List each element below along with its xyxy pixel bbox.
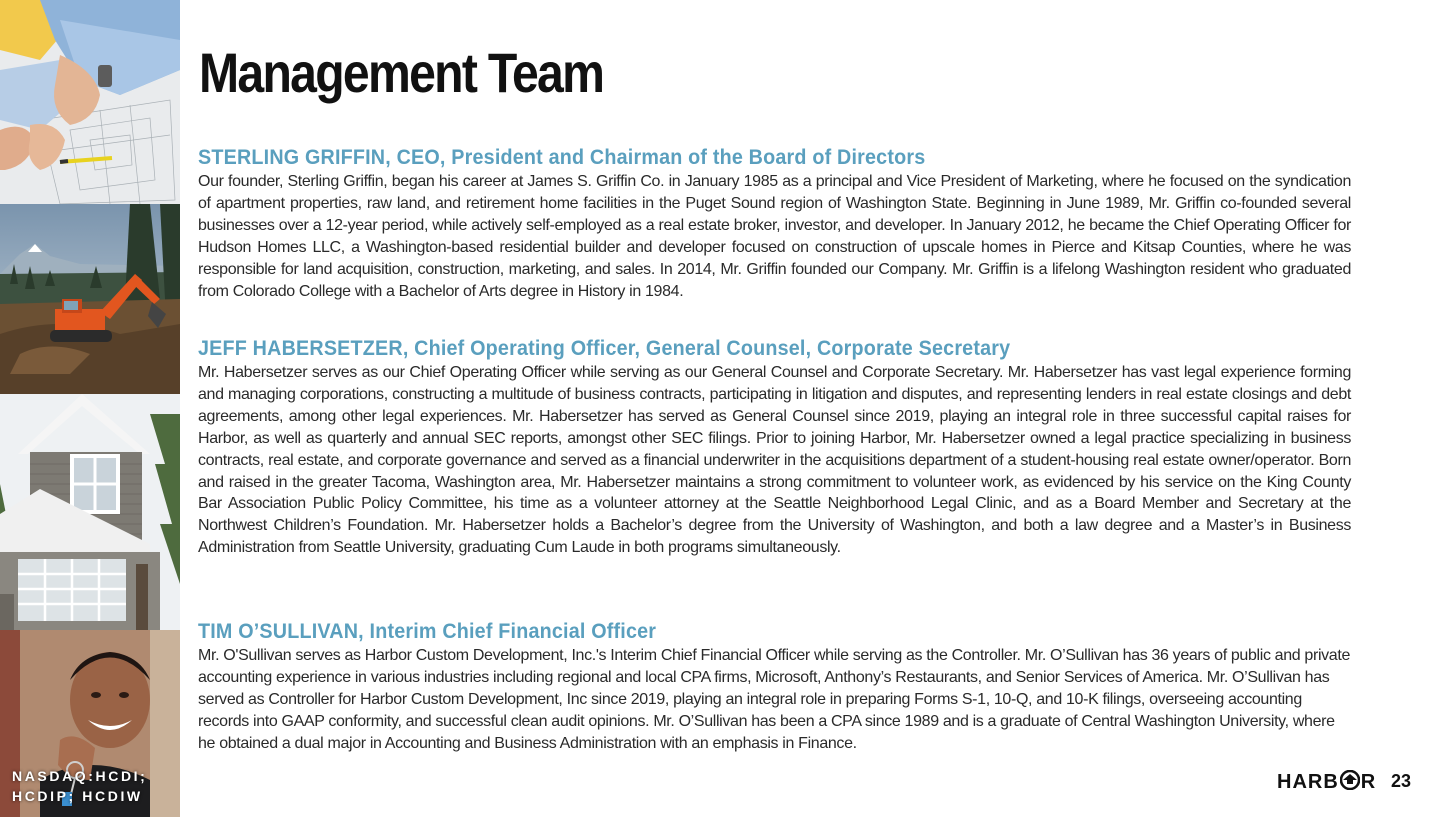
- ticker-line-2: HCDIP; HCDIW: [12, 788, 143, 804]
- bio-body: Mr. O'Sullivan serves as Harbor Custom Development, Inc.'s Interim Chief Financial Officer while serving as the Controller. Mr. O’Sullivan has 36 years of public and private accounting experience in various industries including regional and local CPA firms, Microsoft, Anthony’s Restaurants, and Senior Services of America. Mr. O’Sullivan has served as Controller for Harbor Custom Development, Inc since 2019, playing an integral role in preparing Forms S-1, 10-Q, and 10-K filings, overseeing accounting records into GAAP conformity, and successful clean audit opinions. Mr. O’Sullivan has been a CPA since 1989 and is a graduate of Central Washington University, where he obtained a dual major in Accounting and Business Administration with an emphasis in Finance.: [198, 647, 1350, 752]
- logo-text-part1: HARB: [1277, 771, 1339, 793]
- bio-sterling-griffin: [198, 145, 1351, 302]
- bio-heading: JEFF HABERSETZER, Chief Operating Officer, General Counsel, Corporate Secretary: [198, 337, 1011, 360]
- ticker-symbols: [12, 766, 177, 806]
- blueprint-photo: [0, 0, 180, 204]
- photo-sidebar: [0, 0, 180, 817]
- bio-jeff-habersetzer: [198, 336, 1351, 559]
- bio-heading: TIM O’SULLIVAN, Interim Chief Financial Officer: [198, 620, 657, 643]
- logo-o-icon: [1340, 770, 1360, 796]
- bio-body: Our founder, Sterling Griffin, began his career at James S. Griffin Co. in January 1985 as a principal and Vice President of Marketing, where he focused on the syndication of apartment properties, raw land, and retirement home facilities in the Puget Sound region of Washington State. Beginning in June 1989, Mr. Griffin co-founded several businesses over a 12-year period, while actively self-employed as a real estate broker, investor, and developer. In January 2012, he became the Chief Operating Officer for Hudson Homes LLC, a Washington-based residential builder and developer focused on construction of upscale homes in Pierce and Kitsap Counties, where he was responsible for land acquisition, construction, marketing, and sales. In 2014, Mr. Griffin founded our Company. Mr. Griffin is a lifelong Washington resident who graduated from Colorado College with a Bachelor of Arts degree in History in 1984.: [198, 173, 1351, 300]
- bio-body: Mr. Habersetzer serves as our Chief Operating Officer while serving as our General Counsel and Corporate Secretary. Mr. Habersetzer has vast legal experience forming and managing corporations, constructing a multitude of business contracts, participating in litigation and disputes, and representing lenders in real estate closings and debt agreements, among other legal experiences. Mr. Habersetzer has served as General Counsel since 2019, playing an integral role in three successful capital raises for Harbor, as well as quarterly and annual SEC reports, amongst other SEC filings. Prior to joining Harbor, Mr. Habersetzer owned a legal practice specializing in business contracts, real estate, and corporate governance and served as a financial underwriter in the acquisitions department of a student-housing real estate owner/operator. Born and raised in the greater Tacoma, Washington area, Mr. Habersetzer maintains a strong commitment to volunteer work, as evidenced by his service on the King County Bar Association Public Policy Committee, his time as a volunteer attorney at the Seattle Neighborhood Legal Clinic, and as a Board Member and Secretary at the Northwest Children’s Foundation. Mr. Habersetzer holds a Bachelor’s degree from the University of Washington, and both a law degree and a Master’s in Business Administration from Seattle University, graduating Cum Laude in both programs simultaneously.: [198, 364, 1351, 557]
- page-title: Management Team: [199, 41, 604, 104]
- bio-tim-osullivan: [198, 619, 1351, 755]
- page-number: 23: [1391, 771, 1412, 791]
- ticker-line-1: NASDAQ:HCDI;: [12, 768, 148, 784]
- excavator-photo: [0, 204, 180, 394]
- logo-text-part2: R: [1360, 771, 1377, 793]
- bio-heading: STERLING GRIFFIN, CEO, President and Chairman of the Board of Directors: [198, 146, 926, 169]
- harbor-logo: [1277, 770, 1376, 796]
- house-photo: [0, 394, 180, 630]
